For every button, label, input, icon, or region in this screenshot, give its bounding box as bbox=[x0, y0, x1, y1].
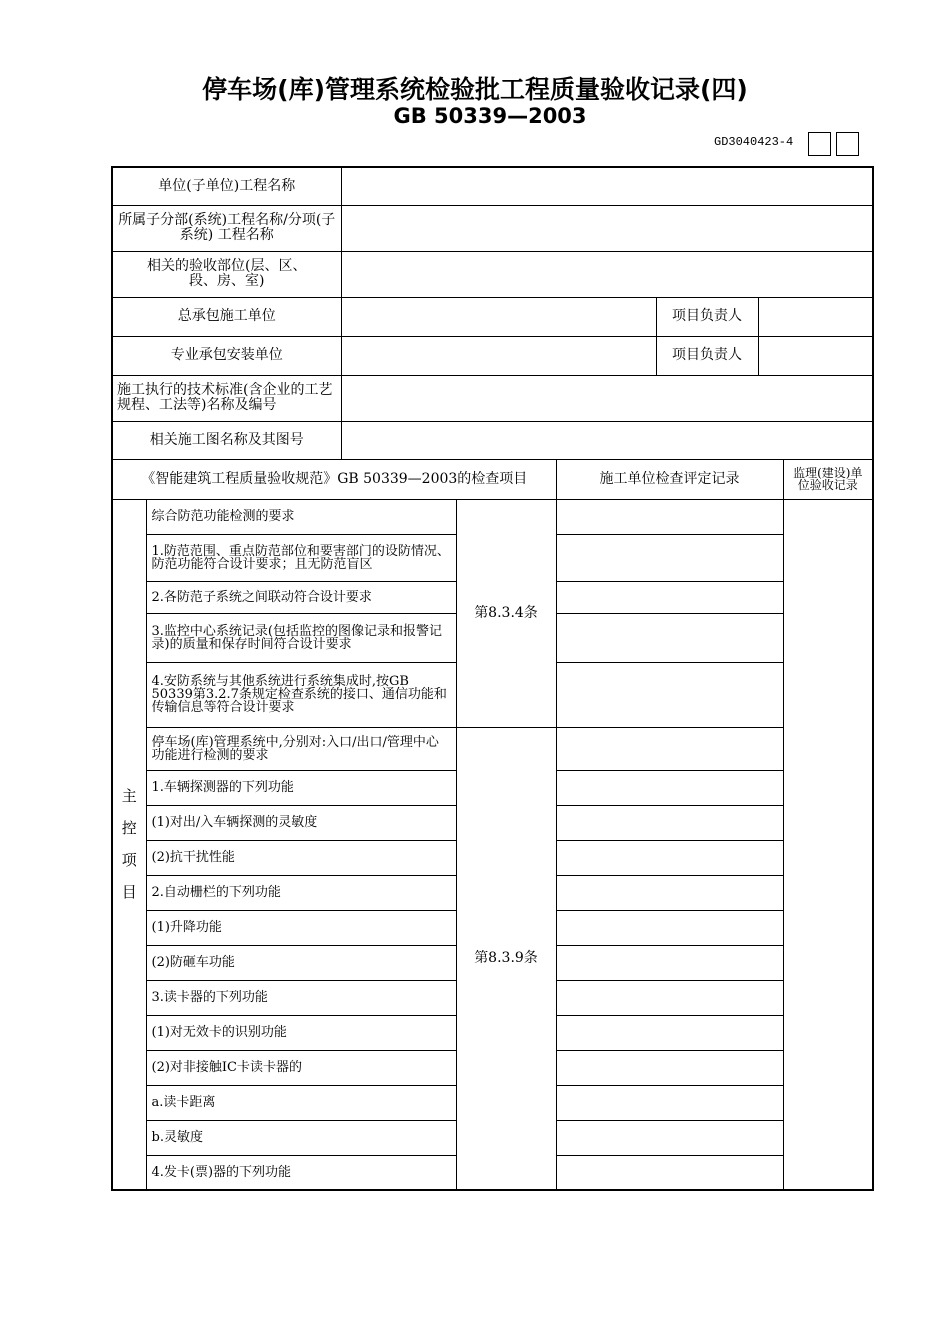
check-item: (2)抗干扰性能 bbox=[146, 840, 456, 875]
header-contractor-record: 施工单位检查评定记录 bbox=[556, 459, 783, 499]
label-general-contractor: 总承包施工单位 bbox=[112, 297, 341, 336]
standard-code: GB 50339—2003 bbox=[393, 104, 587, 128]
label-drawings: 相关施工图名称及其图号 bbox=[112, 421, 341, 459]
contractor-record-field[interactable] bbox=[556, 581, 783, 613]
label-tech-standard: 施工执行的技术标准(含企业的工艺规程、工法等)名称及编号 bbox=[112, 375, 341, 421]
check-item: 3.读卡器的下列功能 bbox=[146, 980, 456, 1015]
check-item: 3.监控中心系统记录(包括监控的图像记录和报警记录)的质量和保存时间符合设计要求 bbox=[146, 613, 456, 662]
sub-project-field[interactable] bbox=[341, 205, 873, 251]
tech-standard-field[interactable] bbox=[341, 375, 873, 421]
contractor-record-field[interactable] bbox=[556, 840, 783, 875]
manager-field-2[interactable] bbox=[758, 336, 873, 375]
contractor-record-field[interactable] bbox=[556, 662, 783, 727]
page-title: 停车场(库)管理系统检验批工程质量验收记录(四) bbox=[202, 75, 748, 104]
header-check-items: 《智能建筑工程质量验收规范》GB 50339—2003的检查项目 bbox=[112, 459, 556, 499]
form-code: GD3040423-4 bbox=[714, 135, 794, 149]
supervisor-record-field[interactable] bbox=[783, 499, 873, 1190]
label-manager-1: 项目负责人 bbox=[656, 297, 758, 336]
contractor-record-field[interactable] bbox=[556, 910, 783, 945]
location-field[interactable] bbox=[341, 251, 873, 297]
form-code-box-2[interactable] bbox=[836, 132, 859, 156]
contractor-record-field[interactable] bbox=[556, 1155, 783, 1190]
contractor-record-field[interactable] bbox=[556, 1120, 783, 1155]
check-item: 4.安防系统与其他系统进行系统集成时,按GB 50339第3.2.7条规定检查系统的接口、通信功能和传输信息等符合设计要求 bbox=[146, 662, 456, 727]
check-item: 停车场(库)管理系统中,分别对:入口/出口/管理中心功能进行检测的要求 bbox=[146, 727, 456, 770]
general-contractor-field[interactable] bbox=[341, 297, 656, 336]
check-item: 2.各防范子系统之间联动符合设计要求 bbox=[146, 581, 456, 613]
contractor-record-field[interactable] bbox=[556, 727, 783, 770]
inspection-record-table bbox=[111, 166, 874, 1191]
contractor-record-field[interactable] bbox=[556, 875, 783, 910]
check-item: 1.防范范围、重点防范部位和要害部门的设防情况、防范功能符合设计要求；且无防范盲区 bbox=[146, 534, 456, 581]
header-supervisor-record: 监理(建设)单位验收记录 bbox=[783, 459, 873, 499]
label-sub-project: 所属子分部(系统)工程名称/分项(子系统) 工程名称 bbox=[112, 205, 341, 251]
contractor-record-field[interactable] bbox=[556, 534, 783, 581]
specialty-contractor-field[interactable] bbox=[341, 336, 656, 375]
check-item: 1.车辆探测器的下列功能 bbox=[146, 770, 456, 805]
contractor-record-field[interactable] bbox=[556, 770, 783, 805]
check-item: (2)防砸车功能 bbox=[146, 945, 456, 980]
check-item: (1)升降功能 bbox=[146, 910, 456, 945]
category-cell bbox=[112, 499, 146, 1190]
contractor-record-field[interactable] bbox=[556, 1085, 783, 1120]
check-item: (1)对无效卡的识别功能 bbox=[146, 1015, 456, 1050]
clause-reference: 第8.3.4条 bbox=[456, 499, 556, 727]
contractor-record-field[interactable] bbox=[556, 613, 783, 662]
label-specialty-contractor: 专业承包安装单位 bbox=[112, 336, 341, 375]
check-item: (2)对非接触IC卡读卡器的 bbox=[146, 1050, 456, 1085]
check-item: 4.发卡(票)器的下列功能 bbox=[146, 1155, 456, 1190]
label-location: 相关的验收部位(层、区、段、房、室) bbox=[112, 251, 341, 297]
check-item: 2.自动栅栏的下列功能 bbox=[146, 875, 456, 910]
contractor-record-field[interactable] bbox=[556, 499, 783, 534]
contractor-record-field[interactable] bbox=[556, 945, 783, 980]
check-item: 综合防范功能检测的要求 bbox=[146, 499, 456, 534]
contractor-record-field[interactable] bbox=[556, 1015, 783, 1050]
check-item: a.读卡距离 bbox=[146, 1085, 456, 1120]
drawings-field[interactable] bbox=[341, 421, 873, 459]
contractor-record-field[interactable] bbox=[556, 805, 783, 840]
manager-field-1[interactable] bbox=[758, 297, 873, 336]
category-main-control: 主控项目 bbox=[121, 787, 137, 902]
clause-reference: 第8.3.9条 bbox=[456, 727, 556, 1190]
label-unit-project: 单位(子单位)工程名称 bbox=[112, 167, 341, 205]
contractor-record-field[interactable] bbox=[556, 980, 783, 1015]
check-item: b.灵敏度 bbox=[146, 1120, 456, 1155]
contractor-record-field[interactable] bbox=[556, 1050, 783, 1085]
label-manager-2: 项目负责人 bbox=[656, 336, 758, 375]
check-item: (1)对出/入车辆探测的灵敏度 bbox=[146, 805, 456, 840]
unit-project-field[interactable] bbox=[341, 167, 873, 205]
form-code-box-1[interactable] bbox=[808, 132, 831, 156]
